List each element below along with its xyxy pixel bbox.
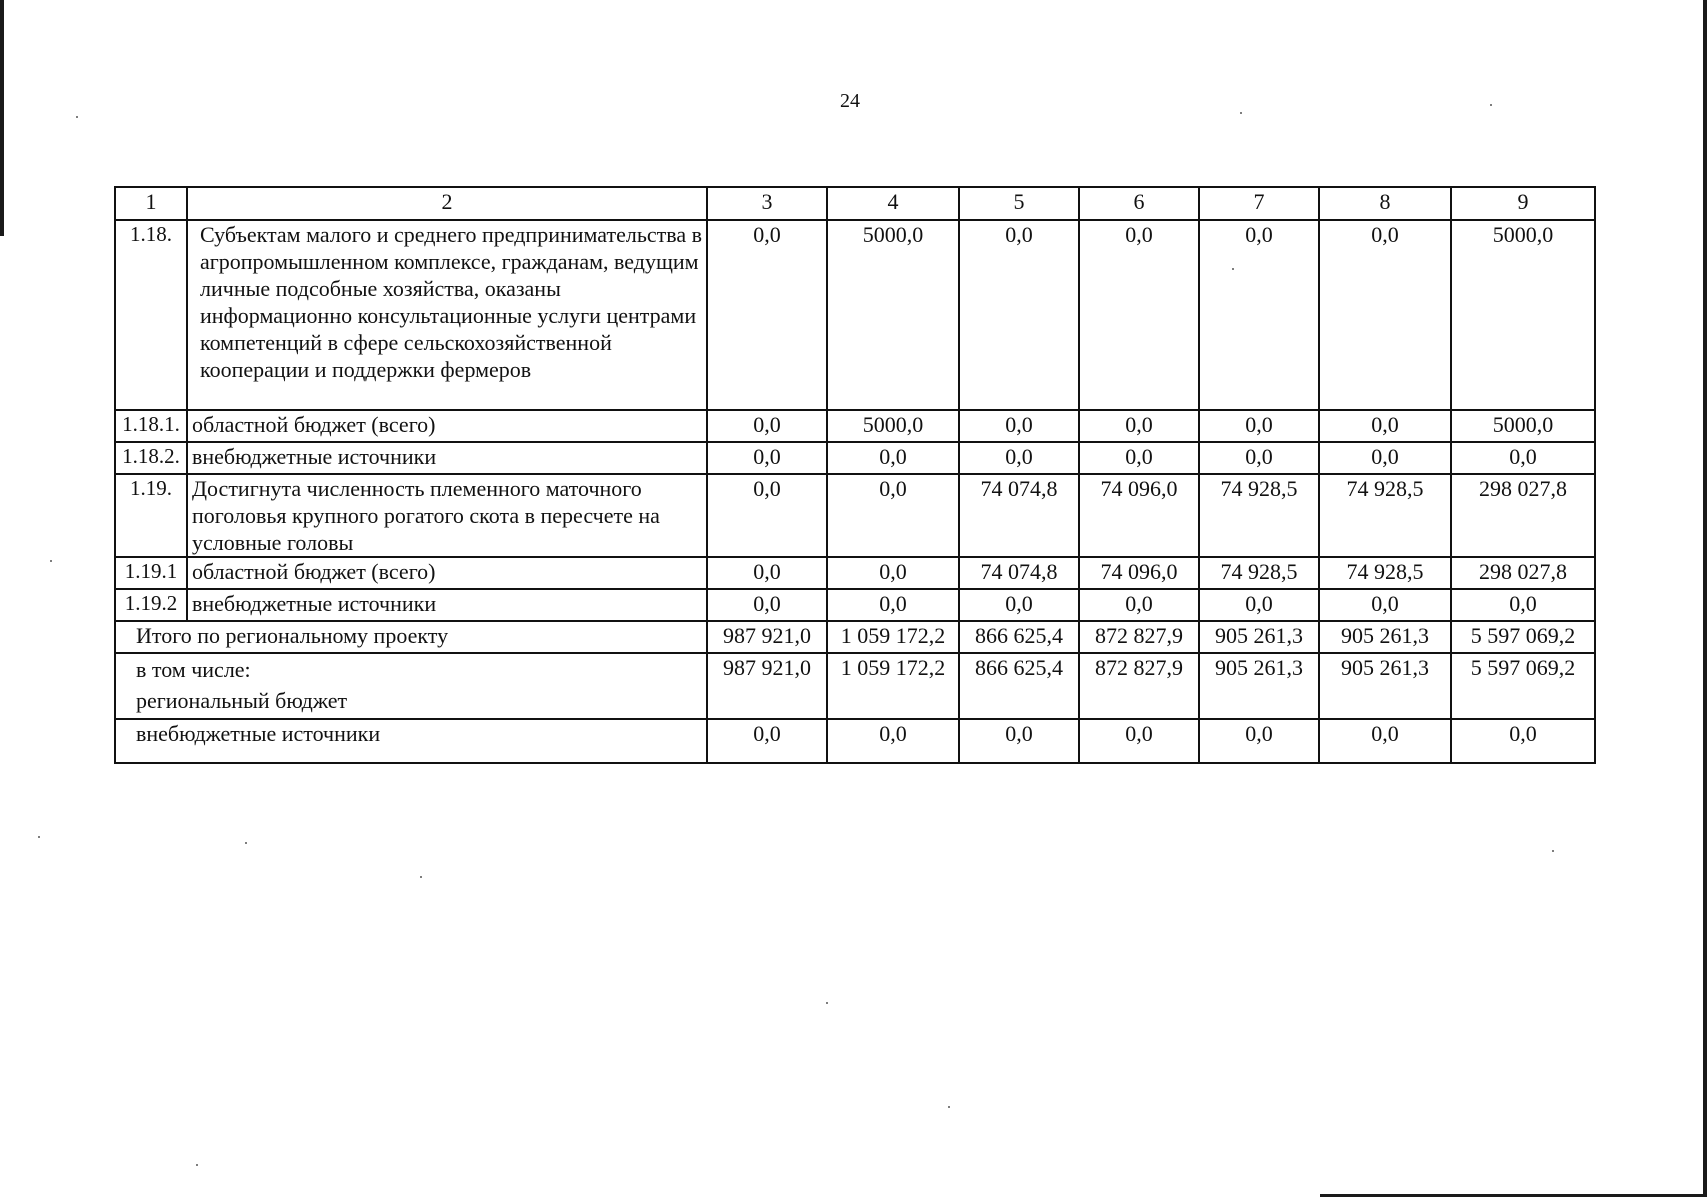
row-value: 0,0 (1319, 589, 1451, 621)
table-row (115, 474, 1595, 557)
row-value: 0,0 (827, 589, 959, 621)
totals-value: 5 597 069,2 (1451, 621, 1595, 653)
row-value: 0,0 (707, 220, 827, 410)
row-value: 0,0 (1079, 589, 1199, 621)
table-row (115, 442, 1595, 474)
including-value: 866 625,4 (959, 653, 1079, 719)
row-value: 0,0 (1199, 410, 1319, 442)
row-name: Субъектам малого и среднего предпринимательства в агропромышленном комплексе, гражданам, ведущим личные подсобные хозяйства, оказаны информационно консультационные услуги центрами компетенций в сфере сельскохозяйственной кооперации и поддержки фермеров (187, 220, 707, 410)
including-value: 5 597 069,2 (1451, 653, 1595, 719)
speckle (826, 1002, 828, 1004)
row-value: 5000,0 (827, 410, 959, 442)
speckle (1240, 112, 1242, 114)
header-row (115, 187, 1595, 220)
row-value: 5000,0 (827, 220, 959, 410)
row-value: 0,0 (707, 589, 827, 621)
row-value: 0,0 (707, 442, 827, 474)
including-value: 987 921,0 (707, 653, 827, 719)
totals-value: 905 261,3 (1199, 621, 1319, 653)
totals-value: 1 059 172,2 (827, 621, 959, 653)
row-value: 0,0 (1199, 442, 1319, 474)
scan-right-edge (1703, 0, 1707, 1196)
table-row (115, 410, 1595, 442)
including-value: 905 261,3 (1199, 653, 1319, 719)
row-value: 0,0 (707, 410, 827, 442)
row-value: 0,0 (827, 557, 959, 589)
row-value: 0,0 (1451, 589, 1595, 621)
totals-value: 905 261,3 (1319, 621, 1451, 653)
scan-bottom-edge (1320, 1194, 1707, 1197)
row-value: 0,0 (1079, 410, 1199, 442)
row-name: внебюджетные источники (187, 589, 707, 621)
row-number: 1.18.1. (115, 410, 187, 442)
speckle (1232, 268, 1234, 270)
row-value: 0,0 (1199, 220, 1319, 410)
row-value: 74 928,5 (1319, 474, 1451, 557)
speckle (50, 560, 52, 562)
totals-value: 866 625,4 (959, 621, 1079, 653)
header-cell: 1 (115, 187, 187, 220)
row-value: 0,0 (1319, 442, 1451, 474)
header-cell: 6 (1079, 187, 1199, 220)
including-value: 872 827,9 (1079, 653, 1199, 719)
row-number: 1.19.1 (115, 557, 187, 589)
row-value: 74 928,5 (1199, 557, 1319, 589)
table-row (115, 557, 1595, 589)
offbudget-row (115, 719, 1595, 763)
row-value: 0,0 (1079, 220, 1199, 410)
row-value: 5000,0 (1451, 220, 1595, 410)
table-row (115, 589, 1595, 621)
speckle (1490, 104, 1492, 106)
row-number: 1.19.2 (115, 589, 187, 621)
row-name: областной бюджет (всего) (187, 557, 707, 589)
row-value: 0,0 (1199, 589, 1319, 621)
offbudget-value: 0,0 (1199, 719, 1319, 763)
scan-left-edge (0, 0, 4, 236)
speckle (420, 876, 422, 878)
row-name: Достигнута численность племенного маточного поголовья крупного рогатого скота в пересчете на условные головы (187, 474, 707, 557)
row-value: 74 096,0 (1079, 474, 1199, 557)
row-number: 1.19. (115, 474, 187, 557)
row-value: 74 928,5 (1319, 557, 1451, 589)
header-cell: 4 (827, 187, 959, 220)
row-value: 74 074,8 (959, 474, 1079, 557)
row-value: 0,0 (959, 410, 1079, 442)
row-value: 0,0 (707, 474, 827, 557)
row-name: областной бюджет (всего) (187, 410, 707, 442)
page-number: 24 (840, 90, 860, 112)
row-value: 0,0 (1319, 410, 1451, 442)
offbudget-value: 0,0 (1451, 719, 1595, 763)
including-value: 1 059 172,2 (827, 653, 959, 719)
totals-label: Итого по региональному проекту (115, 621, 707, 653)
speckle (196, 1164, 198, 1166)
offbudget-value: 0,0 (707, 719, 827, 763)
row-value: 0,0 (1079, 442, 1199, 474)
including-value: 905 261,3 (1319, 653, 1451, 719)
row-value: 298 027,8 (1451, 557, 1595, 589)
row-value: 0,0 (959, 220, 1079, 410)
offbudget-value: 0,0 (1079, 719, 1199, 763)
including-label-line1: в том числе: (136, 657, 251, 682)
row-value: 0,0 (1451, 442, 1595, 474)
table-row (115, 220, 1595, 410)
row-value: 0,0 (707, 557, 827, 589)
row-number: 1.18. (115, 220, 187, 410)
row-value: 298 027,8 (1451, 474, 1595, 557)
header-cell: 5 (959, 187, 1079, 220)
header-cell: 8 (1319, 187, 1451, 220)
header-cell: 3 (707, 187, 827, 220)
totals-row (115, 621, 1595, 653)
row-value: 0,0 (827, 474, 959, 557)
speckle (76, 116, 78, 118)
including-label (115, 653, 707, 719)
speckle (1552, 850, 1554, 852)
row-name: внебюджетные источники (187, 442, 707, 474)
row-value: 0,0 (959, 589, 1079, 621)
row-number: 1.18.2. (115, 442, 187, 474)
row-value: 5000,0 (1451, 410, 1595, 442)
row-value: 0,0 (959, 442, 1079, 474)
speckle (948, 1106, 950, 1108)
row-value: 74 096,0 (1079, 557, 1199, 589)
offbudget-value: 0,0 (1319, 719, 1451, 763)
including-label-line2: региональный бюджет (136, 688, 348, 713)
speckle (38, 836, 40, 838)
totals-value: 872 827,9 (1079, 621, 1199, 653)
speckle (245, 842, 247, 844)
offbudget-value: 0,0 (959, 719, 1079, 763)
header-cell: 7 (1199, 187, 1319, 220)
budget-table (114, 186, 1596, 764)
totals-value: 987 921,0 (707, 621, 827, 653)
row-value: 74 074,8 (959, 557, 1079, 589)
row-value: 74 928,5 (1199, 474, 1319, 557)
header-cell: 9 (1451, 187, 1595, 220)
offbudget-value: 0,0 (827, 719, 959, 763)
including-row (115, 653, 1595, 719)
row-value: 0,0 (827, 442, 959, 474)
header-cell: 2 (187, 187, 707, 220)
offbudget-label: внебюджетные источники (115, 719, 707, 763)
row-value: 0,0 (1319, 220, 1451, 410)
